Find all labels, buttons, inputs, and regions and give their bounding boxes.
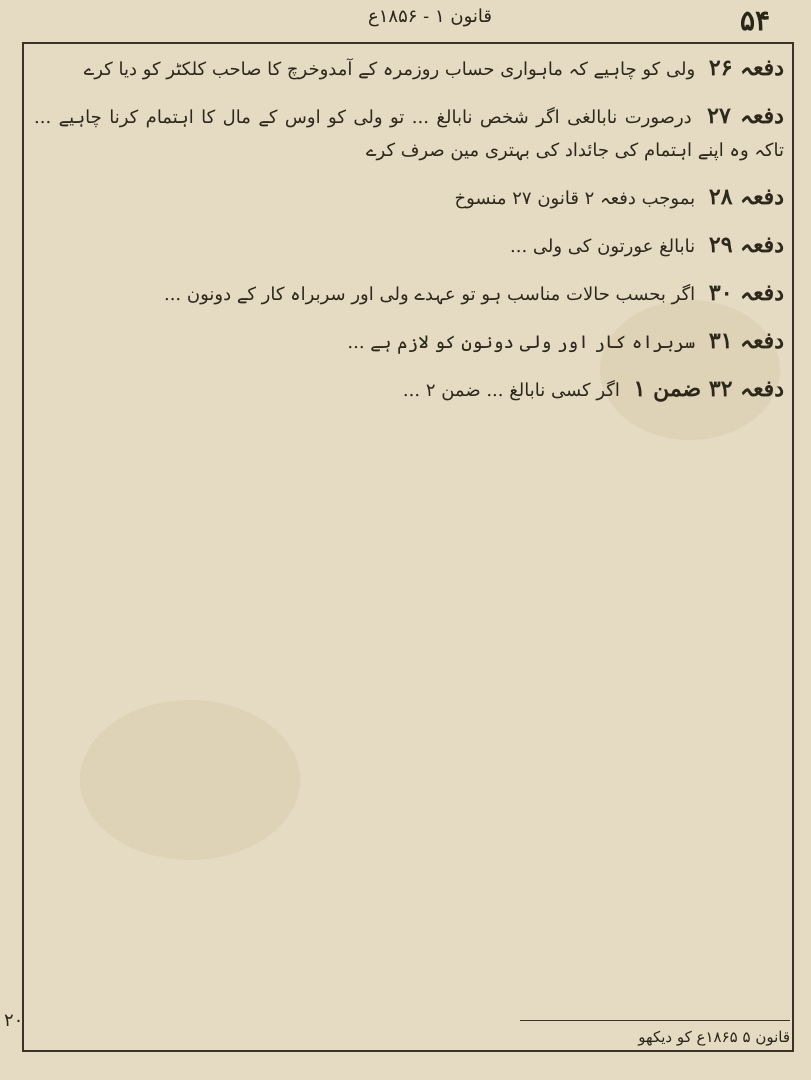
frame-right-rule xyxy=(792,42,794,1052)
body-text xyxy=(28,52,784,1032)
section-label: دفعہ ۲۷ xyxy=(707,103,784,129)
frame-left-rule xyxy=(22,42,24,1052)
page-number: ۵۴ xyxy=(739,4,771,37)
running-head: قانون ۱ - ۱۸۵۶ع xyxy=(368,6,492,27)
section-label: دفعہ ۲۹ xyxy=(708,232,784,258)
section-text: ولی کو چاہیے کہ ماہواری حساب روزمرہ کے آمدوخرچ کا صاحب کلکٹر کو دیا کرے xyxy=(83,59,696,80)
section xyxy=(34,277,784,311)
section-text: اگر بحسب حالات مناسب ہو تو عہدے ولی اور سربراہ کار کے دونون ... xyxy=(163,284,696,305)
section xyxy=(34,181,784,215)
section-label: دفعہ ۳۲ ضمن ۱ xyxy=(633,376,784,402)
section-label: دفعہ ۳۱ xyxy=(708,328,784,354)
section xyxy=(34,229,784,263)
section xyxy=(34,52,784,86)
footnote-rule xyxy=(520,1020,790,1021)
section xyxy=(34,325,784,359)
section-label: دفعہ ۲۸ xyxy=(708,184,784,210)
section xyxy=(34,373,784,407)
footnote: قانون ۵ ۱۸۶۵ع کو دیکھو xyxy=(638,1028,790,1046)
section-text: بموجب دفعہ ۲ قانون ۲۷ منسوخ xyxy=(454,188,696,209)
section-text: اگر کسی نابالغ ... ضمن ۲ ... xyxy=(402,380,620,401)
section-text: درصورت نابالغی اگر شخص نابالغ ... تو ولی کو اوس کے مال کا اہتمام کرنا چاہیے ... تاکہ وہ اپنے اہتمام کی جائداد کی بہتری مین صرف کرے xyxy=(28,107,784,161)
section-text: سربراہ کار اور ولی دونون کو لازم ہے ... xyxy=(347,332,696,353)
section-label: دفعہ ۳۰ xyxy=(708,280,784,306)
margin-mark: ۲۰ xyxy=(4,1010,24,1031)
section xyxy=(28,100,784,167)
section-text: نابالغ عورتون کی ولی ... xyxy=(510,236,696,257)
section-label: دفعہ ۲۶ xyxy=(708,55,784,81)
